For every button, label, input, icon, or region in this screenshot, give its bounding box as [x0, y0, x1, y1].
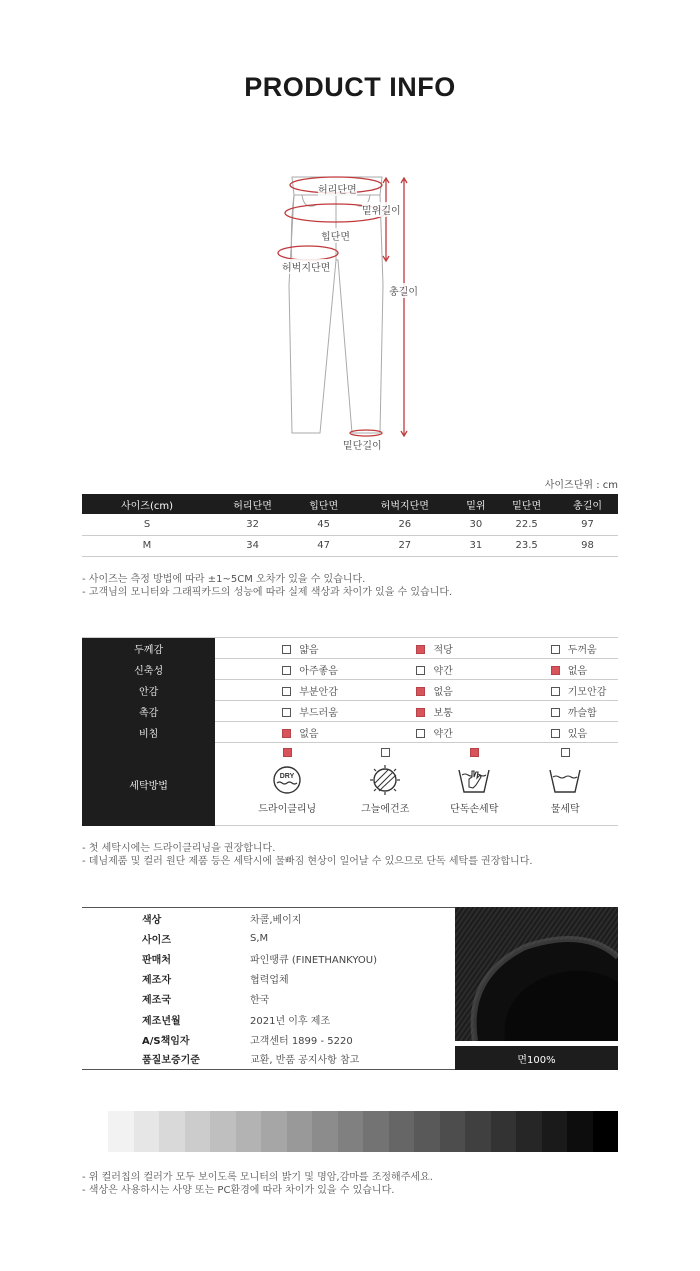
checkbox-icon: [551, 645, 560, 654]
checkbox-icon: [416, 708, 425, 717]
wash-row: [82, 743, 618, 826]
note-line: - 첫 세탁시에는 드라이클리닝을 권장합니다.: [82, 843, 276, 854]
feel-option-label: 약간: [433, 665, 453, 677]
grayscale-chip-bar: [108, 1111, 618, 1152]
feel-option: [349, 701, 483, 722]
feel-option-label: 없음: [433, 686, 453, 698]
info-row: [82, 1009, 455, 1029]
feel-row: [82, 722, 618, 743]
col-header: 밑위: [456, 494, 497, 514]
note-line: - 사이즈는 측정 방법에 따라 ±1~5CM 오차가 있을 수 있습니다.: [82, 574, 366, 585]
checkbox-icon: [282, 708, 291, 717]
feel-row: [82, 680, 618, 701]
feel-option: [349, 680, 483, 701]
info-value: 한국: [250, 995, 270, 1007]
cell: 47: [293, 535, 354, 556]
feel-option: [215, 722, 349, 743]
wash-method-item: [345, 743, 425, 815]
feel-row-label: 안감: [82, 680, 215, 701]
checkbox-icon: [416, 687, 425, 696]
info-row: [82, 1029, 455, 1049]
feel-row-label: 비침: [82, 722, 215, 743]
cell: S: [82, 514, 212, 535]
info-value: 파인땡큐 (FINETHANKYOU): [250, 954, 378, 966]
note-line: - 데님제품 및 컬러 원단 제품 등은 세탁시에 물빠짐 현상이 일어날 수 있으므로 단독 세탁를 권장합니다.: [82, 856, 533, 867]
label-hip: 힙단면: [321, 228, 350, 243]
wash-method-item: [525, 743, 605, 815]
water-wash-icon: [525, 765, 605, 795]
feel-option-label: 얇음: [299, 644, 319, 656]
gray-chip: [108, 1111, 134, 1152]
cell: 30: [456, 514, 497, 535]
wash-method-item: [434, 743, 514, 815]
checkbox-icon: [282, 666, 291, 675]
gray-chip: [134, 1111, 160, 1152]
checkbox-icon: [416, 666, 425, 675]
info-value: S,M: [250, 932, 269, 944]
feel-option-label: 아주좋음: [299, 665, 338, 677]
feel-option-label: 적당: [433, 644, 453, 656]
info-key: 색상: [142, 914, 162, 926]
feel-option-label: 보통: [433, 707, 453, 719]
info-key: A/S책임자: [142, 1035, 190, 1047]
wash-method-label: 물세탁: [550, 804, 580, 815]
cell: 32: [212, 514, 293, 535]
table-row: [82, 514, 618, 535]
gray-chip: [185, 1111, 211, 1152]
hand-wash-icon: [434, 765, 514, 795]
checkbox-icon: [381, 748, 390, 757]
size-unit: 사이즈단위 : cm: [544, 480, 618, 491]
feel-row-label: 두께감: [82, 638, 215, 659]
checkbox-icon: [282, 645, 291, 654]
col-header: 밑단면: [496, 494, 557, 514]
gray-chip: [210, 1111, 236, 1152]
cell: 22.5: [496, 514, 557, 535]
feel-option: [484, 638, 618, 659]
checkbox-icon: [282, 687, 291, 696]
dry-icon-text: DRY: [279, 773, 295, 780]
checkbox-icon: [416, 729, 425, 738]
col-header: 힙단면: [293, 494, 354, 514]
gray-chip: [312, 1111, 338, 1152]
info-row: [82, 969, 455, 989]
info-row: [82, 989, 455, 1009]
checkbox-icon: [551, 708, 560, 717]
feel-option-label: 부분안감: [299, 686, 338, 698]
col-header: 허리단면: [212, 494, 293, 514]
gray-chip: [261, 1111, 287, 1152]
info-key: 제조자: [142, 975, 171, 987]
feel-option-label: 없음: [567, 665, 588, 677]
label-rise: 밑위길이: [362, 202, 401, 217]
cell: 23.5: [496, 535, 557, 556]
wash-notes: [82, 842, 533, 868]
info-value: 고객센터 1899 - 5220: [250, 1035, 353, 1047]
checkbox-icon: [283, 748, 292, 757]
feel-option-label: 있음: [567, 728, 588, 740]
cell: 31: [456, 535, 497, 556]
feel-option-label: 부드러움: [299, 707, 338, 719]
cell: 26: [354, 514, 456, 535]
cell: 34: [212, 535, 293, 556]
info-row: [82, 928, 455, 948]
feel-option-label: 없음: [299, 728, 319, 740]
cell: 45: [293, 514, 354, 535]
pants-measurement-diagram: [270, 165, 430, 455]
checkbox-icon: [282, 729, 291, 738]
feel-option: [484, 680, 618, 701]
material-label: 면100%: [455, 1046, 618, 1070]
cell: M: [82, 535, 212, 556]
col-header: 사이즈(cm): [82, 494, 212, 514]
product-info-table: [82, 907, 455, 1070]
feel-option: [349, 638, 483, 659]
shade-dry-icon: [345, 765, 425, 795]
cell: 98: [557, 535, 618, 556]
col-header: 허벅지단면: [354, 494, 456, 514]
checkbox-icon: [470, 748, 479, 757]
wash-methods: [215, 743, 618, 826]
feel-row: [82, 638, 618, 659]
feel-option: [215, 701, 349, 722]
size-notes: [82, 573, 452, 599]
feel-option: [349, 659, 483, 680]
note-line: - 색상은 사용하시는 사양 또는 PC환경에 따라 차이가 있을 수 있습니다.: [82, 1185, 395, 1196]
wash-method-label: 드라이클리닝: [258, 804, 317, 815]
fabric-texture-icon: [455, 907, 618, 1041]
color-notes: [82, 1171, 433, 1197]
wash-method-label: 단독손세탁: [450, 804, 499, 815]
label-thigh: 허벅지단면: [282, 259, 330, 274]
info-row: [82, 948, 455, 968]
page-title: PRODUCT INFO: [244, 72, 456, 102]
feel-row-label: 신축성: [82, 659, 215, 680]
feel-option-label: 두꺼움: [567, 644, 597, 656]
gray-chip: [440, 1111, 466, 1152]
gray-chip: [567, 1111, 593, 1152]
label-total: 총길이: [389, 283, 418, 298]
wash-row-label: 세탁방법: [82, 743, 215, 826]
feel-option: [215, 638, 349, 659]
feel-option-label: 약간: [433, 728, 453, 740]
note-line: - 위 컬러칩의 컬러가 모두 보이도록 모니터의 밝기 및 명암,감마를 조정해주세요.: [82, 1172, 433, 1183]
checkbox-icon: [551, 729, 560, 738]
info-value: 2021년 이후 제조: [250, 1015, 331, 1027]
checkbox-icon: [561, 748, 570, 757]
gray-chip: [159, 1111, 185, 1152]
info-key: 판매처: [142, 954, 171, 966]
feel-option-label: 까슬함: [567, 707, 597, 719]
wash-method-item: [247, 743, 327, 815]
gray-chip: [516, 1111, 542, 1152]
dry-clean-icon: [247, 765, 327, 795]
label-waist: 허리단면: [318, 181, 357, 196]
label-hem: 밑단길이: [343, 437, 382, 452]
gray-chip: [363, 1111, 389, 1152]
product-info-section: [82, 907, 618, 1070]
feel-row-label: 촉감: [82, 701, 215, 722]
fabric-photo: [455, 907, 618, 1041]
col-header: 총길이: [557, 494, 618, 514]
gray-chip: [287, 1111, 313, 1152]
feel-option: [484, 701, 618, 722]
info-value: 협력업체: [250, 975, 289, 987]
feel-row: [82, 659, 618, 680]
cell: 27: [354, 535, 456, 556]
info-key: 품질보증기준: [142, 1055, 200, 1067]
feel-option: [484, 722, 618, 743]
gray-chip: [338, 1111, 364, 1152]
info-key: 제조국: [142, 995, 171, 1007]
checkbox-icon: [551, 666, 560, 675]
gray-chip: [465, 1111, 491, 1152]
pants-outline-icon: [270, 165, 430, 455]
fabric-feel-table: [82, 637, 618, 826]
gray-chip: [491, 1111, 517, 1152]
gray-chip: [389, 1111, 415, 1152]
feel-option: [215, 680, 349, 701]
gray-chip: [593, 1111, 619, 1152]
info-value: 차콜,베이지: [250, 914, 302, 926]
feel-row: [82, 701, 618, 722]
size-table-header: [82, 494, 618, 514]
table-row: [82, 535, 618, 556]
feel-option: [215, 659, 349, 680]
checkbox-icon: [551, 687, 560, 696]
gray-chip: [542, 1111, 568, 1152]
cell: 97: [557, 514, 618, 535]
wash-method-label: 그늘에건조: [361, 804, 410, 815]
feel-option: [349, 722, 483, 743]
note-line: - 고객님의 모니터와 그래픽카드의 성능에 따라 실제 색상과 차이가 있을 수 있습니다.: [82, 587, 453, 598]
gray-chip: [414, 1111, 440, 1152]
size-table: [82, 494, 618, 557]
info-key: 사이즈: [142, 934, 171, 946]
feel-option: [484, 659, 618, 680]
info-key: 제조년월: [142, 1015, 181, 1027]
feel-option-label: 기모안감: [567, 686, 607, 698]
info-row: [82, 908, 455, 928]
checkbox-icon: [416, 645, 425, 654]
info-value: 교환, 반품 공지사항 참고: [250, 1055, 360, 1067]
gray-chip: [236, 1111, 262, 1152]
info-row: [82, 1049, 455, 1069]
